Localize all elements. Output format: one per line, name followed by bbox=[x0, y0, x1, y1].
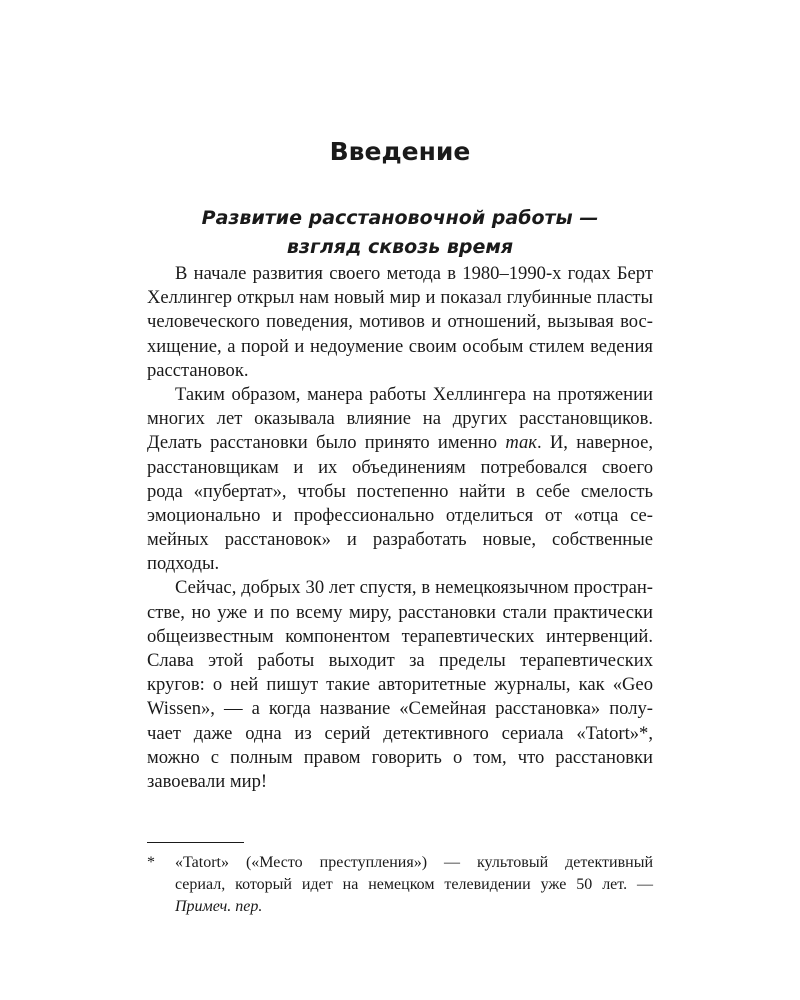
section-title-line-1: Развитие расстановочной работы — bbox=[201, 207, 599, 229]
text-segment: Делать расстановки было принято именно bbox=[147, 432, 506, 454]
section-title bbox=[148, 204, 652, 262]
body-text bbox=[147, 262, 653, 794]
text-line: завоевали мир! bbox=[147, 770, 268, 792]
paragraph-1 bbox=[147, 262, 653, 383]
text-line: Wissen», — а когда название «Семейная расстановка» полу- bbox=[147, 698, 653, 720]
text-line: хищение, а порой и недоумение своим особым стилем ведения bbox=[147, 335, 653, 357]
footnote-separator bbox=[147, 842, 244, 843]
text-segment: . И, наверное, bbox=[536, 432, 653, 454]
section-title-line-2: взгляд сквозь время bbox=[286, 236, 514, 258]
text-line: чает даже одна из серий детективного сериала «Tatort»*, bbox=[147, 722, 653, 744]
text-line: рода «пубертат», чтобы постепенно найти в себе смелость bbox=[147, 480, 653, 502]
text-line: расстановок. bbox=[147, 359, 249, 381]
footnote-line bbox=[175, 896, 653, 918]
text-line: Сейчас, добрых 30 лет спустя, в немецкоязычном простран- bbox=[175, 577, 653, 599]
text-line: Хеллингер открыл нам новый мир и показал глубинные пласты bbox=[147, 287, 653, 309]
text-line: стве, но уже и по всему миру, расстановки стали практически bbox=[147, 601, 653, 623]
text-line: мейных расстановок» и разработать новые, собственные bbox=[147, 529, 653, 551]
text-line: подходы. bbox=[147, 553, 220, 575]
text-line: человеческого поведения, мотивов и отношений, вызывая вос- bbox=[147, 311, 653, 333]
text-line: расстановщикам и их объединениям потребовался своего bbox=[147, 456, 653, 478]
text-line: В начале развития своего метода в 1980–1990-х годах Берт bbox=[175, 263, 653, 284]
footnote-line: сериал, который идет на немецком телевидении уже 50 лет. — bbox=[175, 876, 653, 893]
text-line: можно с полным правом говорить о том, что расстановки bbox=[147, 746, 653, 768]
text-line-with-emphasis bbox=[147, 431, 653, 455]
footnote-mark: * bbox=[147, 854, 155, 871]
text-line: Слава этой работы выходит за пределы терапевтических bbox=[147, 650, 653, 671]
text-line: кругов: о ней пишут такие авторитетные журналы, как «Geo bbox=[147, 674, 653, 696]
footnote-text bbox=[175, 852, 653, 918]
chapter-title: Введение bbox=[329, 137, 471, 166]
footnote-line: «Tatort» («Место преступления») — культовый детективный bbox=[175, 854, 653, 871]
paragraph-3 bbox=[147, 576, 653, 794]
emphasis-word: так bbox=[505, 432, 537, 454]
paragraph-2 bbox=[147, 383, 653, 577]
footnote-attribution: Примеч. пер. bbox=[175, 898, 263, 915]
text-line: многих лет оказывала влияние на других расстановщиков. bbox=[147, 408, 653, 430]
text-line: общеизвестным компонентом терапевтических интервенций. bbox=[147, 625, 653, 647]
text-line: эмоционально и профессионально отделиться от «отца се- bbox=[147, 504, 653, 526]
text-line: Таким образом, манера работы Хеллингера на протяжении bbox=[175, 383, 653, 405]
